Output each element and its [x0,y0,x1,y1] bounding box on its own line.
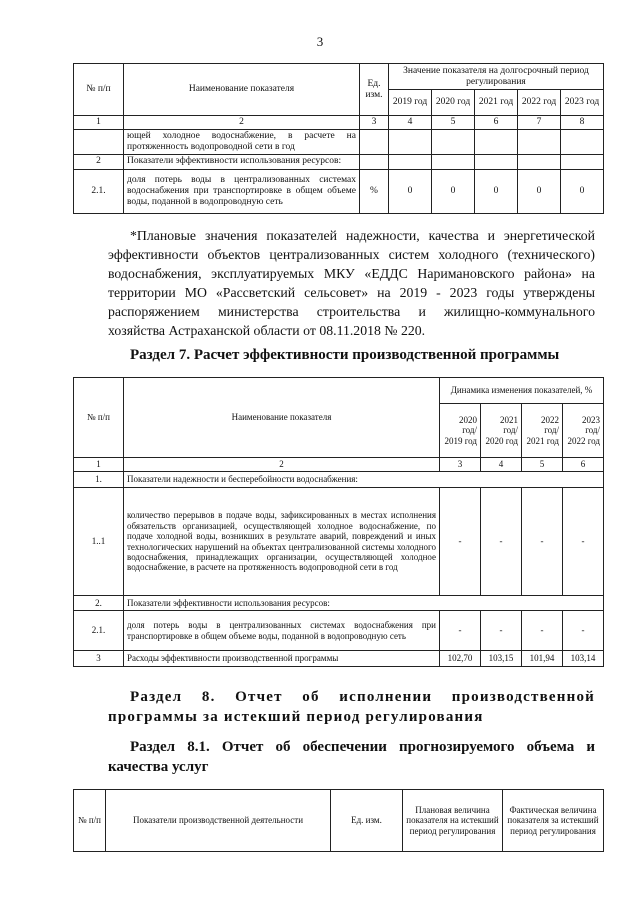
year-header: 2021 год [475,90,518,116]
row-number: 1. [74,472,124,488]
year-header: 2022 год [518,90,561,116]
index-cell: 3 [440,458,481,472]
index-cell: 7 [518,116,561,130]
col-unit-header: Ед. изм. [360,64,389,116]
table-row [74,596,604,611]
period-header: 2022 год/ 2021 год [522,404,563,458]
value-cell: 0 [561,169,604,213]
row-name: Показатели эффективности использования ресурсов: [124,154,360,169]
table-row [74,611,604,651]
col-name-header: Наименование показателя [124,378,440,458]
row-continuation-text: ющей холодное водоснабжение, в расчете на протяженность водопроводной сети в год [124,129,360,154]
index-cell: 1 [74,458,124,472]
value-cell: - [481,611,522,651]
value-cell: - [522,488,563,596]
index-row [74,116,604,130]
value-cell: 102,70 [440,651,481,667]
index-cell: 2 [124,458,440,472]
period-header: 2023 год/ 2022 год [563,404,604,458]
row-number: 3 [74,651,124,667]
page-number: 3 [316,34,324,49]
value-cell: - [440,488,481,596]
group-header: Динамика изменения показателей, % [440,378,604,404]
row-number: 1..1 [74,488,124,596]
col-name-header: Показатели производственной деятельности [106,790,331,852]
period-header: 2021 год/ 2020 год [481,404,522,458]
table-row [74,488,604,596]
row-name: Показатели эффективности использования ресурсов: [124,596,604,611]
section81-title: Раздел 8.1. Отчет об обеспечении прогнозируемого объема и качества услуг [108,739,595,775]
row-name: Показатели надежности и бесперебойности водоснабжения: [124,472,604,488]
row-unit: % [360,169,389,213]
row-number: 2.1. [74,611,124,651]
value-cell: - [563,611,604,651]
services-report-table [73,789,604,852]
index-cell: 6 [475,116,518,130]
value-cell: - [563,488,604,596]
index-cell: 6 [563,458,604,472]
value-cell: 0 [475,169,518,213]
value-cell: 0 [518,169,561,213]
value-cell: 101,94 [522,651,563,667]
value-cell: - [440,611,481,651]
value-cell: 103,14 [563,651,604,667]
note-paragraph [108,226,595,340]
table-row [74,169,604,213]
efficiency-table [73,377,604,667]
index-cell: 4 [481,458,522,472]
row-number: 2.1. [74,169,124,213]
note-text: *Плановые значения показателей надежности, качества и энергетической эффективности объектов централизованных систем холодного (технического) водоснабжения, эксплуатируемых МКУ «ЕДДС Наримановского района» на территории МО «Рассветский сельсовет» на 2019 - 2023 годы утверждены распоряжением министерства строительства и жилищно-коммунального хозяйства Астраханской области от 08.11.2018 № 220. [108,228,595,338]
col-number-header: № п/п [74,64,124,116]
table-row [74,129,604,154]
value-cell: 103,15 [481,651,522,667]
year-header: 2020 год [432,90,475,116]
section7-title: Раздел 7. Расчет эффективности производственной программы [130,347,560,363]
table-row [74,472,604,488]
value-cell: - [522,611,563,651]
col-number-header: № п/п [74,790,106,852]
indicator-values-table [73,63,604,214]
year-header: 2019 год [389,90,432,116]
year-header: 2023 год [561,90,604,116]
col-number-header: № п/п [74,378,124,458]
row-name: количество перерывов в подаче воды, зафиксированных в местах исполнения обязательств организацией, осуществляющей холодное водоснабжение, по подаче холодной воды, возникших в результате аварий, повреждений и иных технологических нарушений на объектах централизованной системы холодного водоснабжения, принадлежащих организации, осуществляющей холодное водоснабжение, в расчете на протяженность водопроводной сети в год [124,488,440,596]
index-row [74,458,604,472]
value-cell: 0 [432,169,475,213]
row-number: 2 [74,154,124,169]
col-unit-header: Ед. изм. [331,790,403,852]
period-header: 2020 год/ 2019 год [440,404,481,458]
index-cell: 4 [389,116,432,130]
index-cell: 2 [124,116,360,130]
group-header: Значение показателя на долгосрочный период регулирования [389,64,604,90]
col-fact-header: Фактическая величина показателя за истекший период регулирования [503,790,604,852]
table-row [74,154,604,169]
row-name: доля потерь воды в централизованных системах водоснабжения при транспортировке в общем объеме воды, поданной в водопроводную сеть [124,611,440,651]
row-number: 2. [74,596,124,611]
col-name-header: Наименование показателя [124,64,360,116]
row-name: Расходы эффективности производственной программы [124,651,440,667]
value-cell: 0 [389,169,432,213]
index-cell: 5 [432,116,475,130]
index-cell: 3 [360,116,389,130]
index-cell: 1 [74,116,124,130]
section8-title: Раздел 8. Отчет об исполнении производственной программы за истекший период регулирования [108,689,595,725]
row-name: доля потерь воды в централизованных системах водоснабжения при транспортировке в общем объеме воды, поданной в водопроводную сеть [124,169,360,213]
index-cell: 5 [522,458,563,472]
index-cell: 8 [561,116,604,130]
value-cell: - [481,488,522,596]
table-row [74,651,604,667]
col-plan-header: Плановая величина показателя на истекший период регулирования [403,790,503,852]
